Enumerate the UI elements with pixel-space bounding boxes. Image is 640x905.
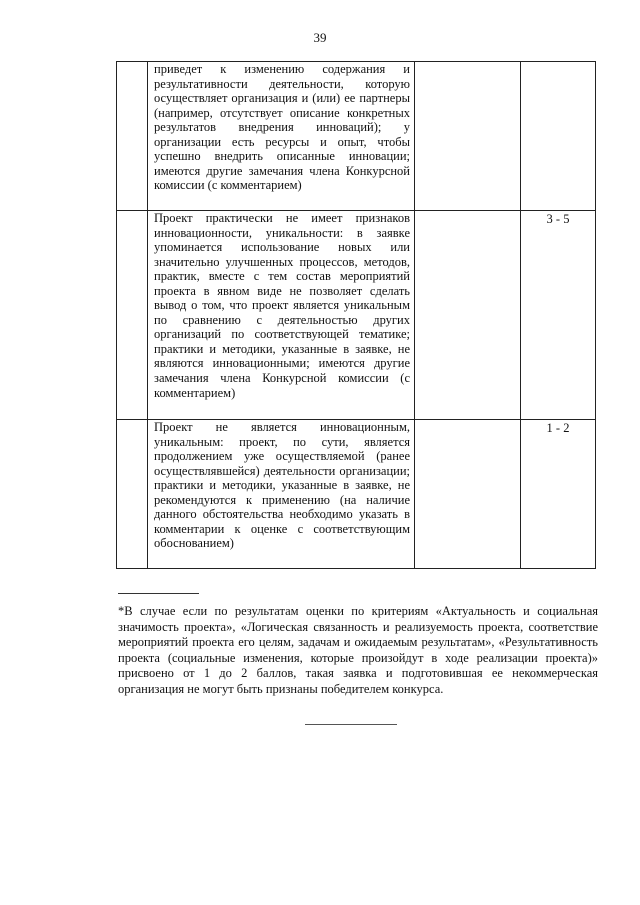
footnote: *В случае если по результатам оценки по критериям «Актуальность и социальная значимость проекта», «Логическая связанность и реализуемость проекта, соответствие мероприятий проекта его целям, задачам и ожидаемым результатам», «Результативность проекта (социальные изменения, которые произойдут в ходе реализации проекта)» присвоено от 1 до 2 баллов, такая заявка и подготовившая ее некоммерческая организация не могут быть признаны победителем конкурса. xyxy=(118,604,598,696)
description-cell xyxy=(148,62,415,211)
page-number: 39 xyxy=(313,30,327,45)
row-index-cell xyxy=(117,62,148,211)
empty-cell xyxy=(415,62,521,211)
row-index-cell xyxy=(117,420,148,569)
score-cell: 3 - 5 xyxy=(521,211,596,420)
description-cell xyxy=(148,211,415,420)
empty-cell xyxy=(415,420,521,569)
score-cell: 1 - 2 xyxy=(521,420,596,569)
criterion-description: Проект практически не имеет признаков инновационности, уникальности: в заявке упоминается использование новых или значительно улучшенных процессов, методов, практик, вместе с тем состав мероприятий проекта в явном виде не позволяет сделать вывод о том, что проект является уникальным по сравнению с деятельностью других организаций по соответствующей тематике; практики и методики, указанные в заявке, не являются инновационными; имеются другие замечания члена Конкурсной комиссии (с комментарием) xyxy=(154,211,410,400)
footnote-separator xyxy=(118,593,199,594)
table-row xyxy=(117,211,596,420)
criterion-description: приведет к изменению содержания и результативности деятельности, которую осуществляет организация и (или) ее партнеры (например, отсутствует описание конкретных результатов внедрения инноваций); у организации есть ресурсы и опыт, чтобы успешно внедрить описанные инновации; имеются другие замечания члена Конкурсной комиссии (с комментарием) xyxy=(154,62,410,193)
criterion-description: Проект не является инновационным, уникальным: проект, по сути, является продолжением уже осуществляемой (ранее осуществлявшейся) деятельности организации; практики и методики, указанные в заявке, не рекомендуются к применению (на наличие данного обстоятельства необходимо указать в комментарии к оценке с соответствующим обоснованием) xyxy=(154,420,410,551)
table-row xyxy=(117,62,596,211)
row-index-cell xyxy=(117,211,148,420)
score-cell xyxy=(521,62,596,211)
criteria-table xyxy=(116,61,596,569)
table-row xyxy=(117,420,596,569)
empty-cell xyxy=(415,211,521,420)
end-separator xyxy=(305,724,397,725)
description-cell xyxy=(148,420,415,569)
